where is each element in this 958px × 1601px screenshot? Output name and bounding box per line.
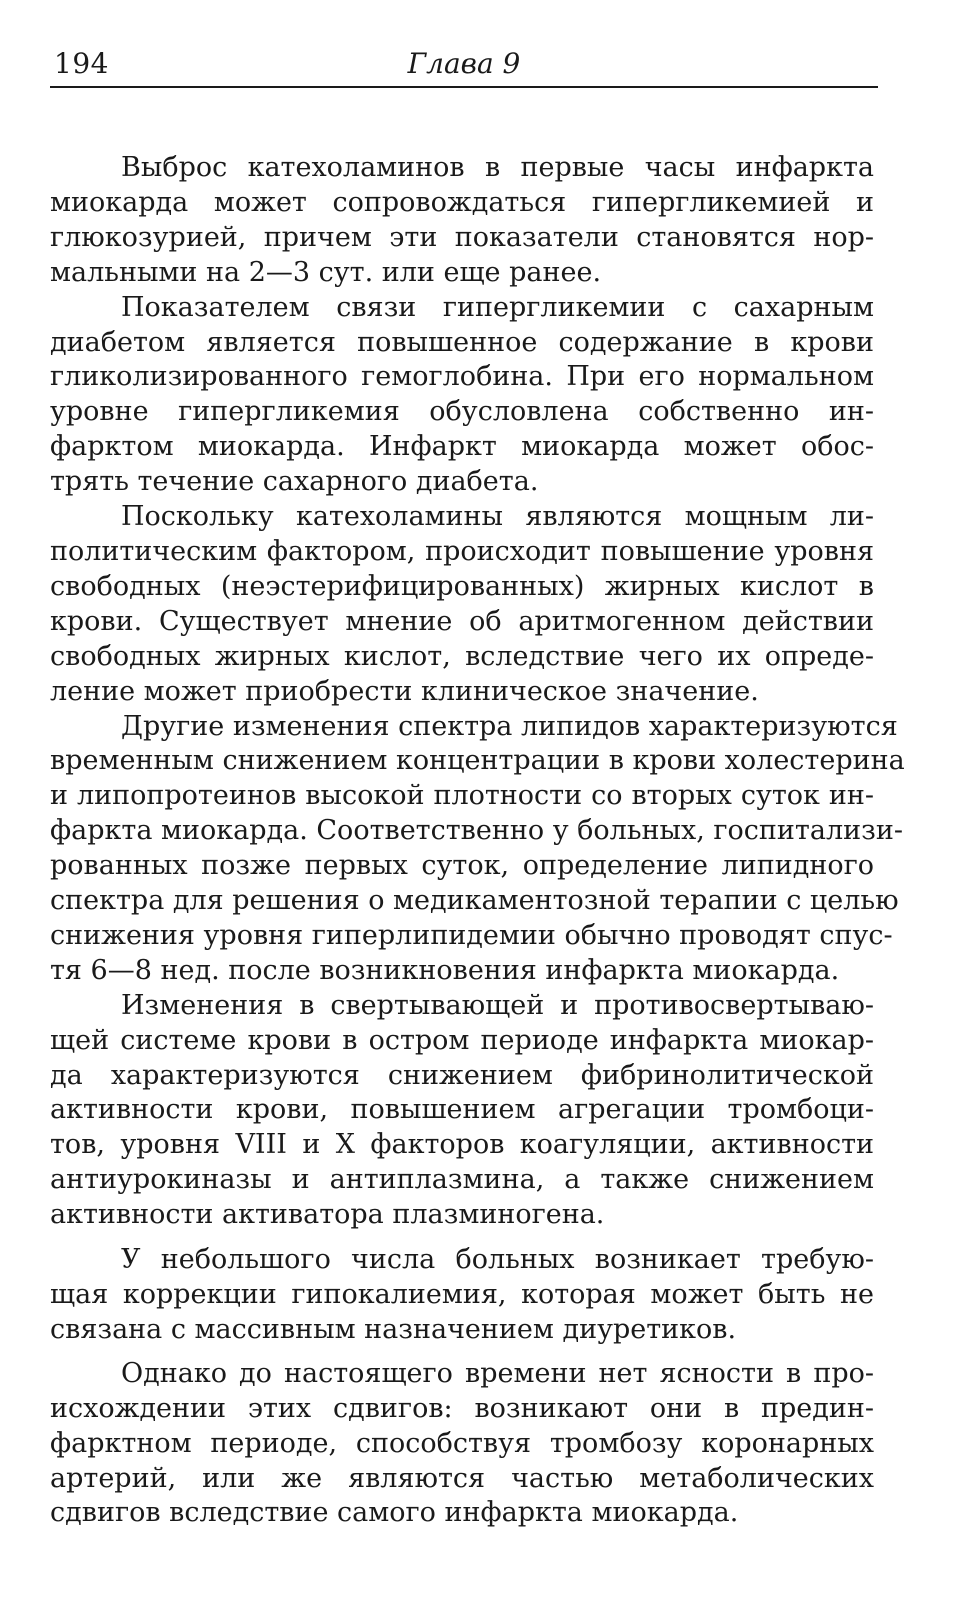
text-line: ление может приобрести клиническое значение. (50, 675, 759, 707)
paragraph-hypokalemia (50, 1243, 874, 1348)
text-line: активности активатора плазминогена. (50, 1199, 605, 1231)
paragraph-gap (50, 1233, 874, 1243)
chapter-title: Глава 9 (407, 47, 521, 80)
text-line: исхождении этих сдвигов: возникают они в предин- (50, 1392, 874, 1424)
text-line: тя 6—8 нед. после возникновения инфаркта миокарда. (50, 954, 840, 986)
text-line: мальными на 2—3 сут. или еще ранее. (50, 256, 602, 288)
text-line: фарктном периоде, способствуя тромбозу коронарных (50, 1427, 874, 1459)
text-line: щая коррекции гипокалиемия, которая может быть не (50, 1279, 874, 1310)
text-line: фаркта миокарда. Соответственно у больных, госпитализи- (50, 815, 903, 847)
text-line: миокарда может сопровождаться гипергликемией и (50, 186, 874, 218)
text-line: артерий, или же являются частью метаболических (50, 1462, 874, 1494)
text-line: свободных (неэстерифицированных) жирных кислот в (50, 570, 874, 602)
text-line: Однако до настоящего времени нет ясности в про- (121, 1357, 874, 1389)
text-line: антиурокиназы и антиплазмина, а также снижением (50, 1164, 874, 1196)
paragraph-coagulation (50, 989, 874, 1233)
header-rule (50, 86, 878, 88)
text-line: связана с массивным назначением диуретиков. (50, 1313, 737, 1345)
text-line: Выброс катехоламинов в первые часы инфаркта (121, 152, 874, 183)
running-head (50, 44, 878, 88)
page-number: 194 (54, 47, 109, 80)
text-line: снижения уровня гиперлипидемии обычно проводят спус- (50, 919, 893, 951)
text-line: уровне гипергликемия обусловлена собственно ин- (50, 396, 874, 428)
text-line: да характеризуются снижением фибринолитической (50, 1059, 874, 1091)
text-line: спектра для решения о медикаментозной терапии с целью (50, 885, 899, 917)
text-line: глюкозурией, причем эти показатели становятся нор- (50, 221, 874, 253)
text-line: гликолизированного гемоглобина. При его нормальном (50, 361, 874, 393)
text-line: сдвигов вследствие самого инфаркта миокарда. (50, 1497, 739, 1529)
text-line: и липопротеинов высокой плотности со вторых суток ин- (50, 780, 874, 812)
paragraph-diabetes-indicator (50, 291, 874, 500)
paragraph-catecholamines-hyperglycemia (50, 151, 874, 291)
paragraph-lipid-spectrum (50, 710, 905, 989)
text-line: свободных жирных кислот, вследствие чего их опреде- (50, 640, 874, 672)
text-line: трять течение сахарного диабета. (50, 466, 539, 498)
text-line: временным снижением концентрации в крови холестерина (50, 745, 905, 777)
text-line: Показателем связи гипергликемии с сахарным (121, 291, 874, 323)
text-line: активности крови, повышением агрегации тромбоци- (50, 1094, 874, 1126)
paragraph-gap (50, 1348, 874, 1357)
paragraph-lipolytic-factor (50, 500, 874, 709)
text-line: Поскольку катехоламины являются мощным ли- (121, 501, 874, 533)
text-line: диабетом является повышенное содержание в крови (50, 326, 874, 358)
text-line: тов, уровня VIII и X факторов коагуляции, активности (50, 1129, 874, 1161)
text-line: крови. Существует мнение об аритмогенном действии (50, 605, 874, 637)
text-line: фарктом миокарда. Инфаркт миокарда может обос- (50, 431, 874, 463)
text-line: Другие изменения спектра липидов характеризуются (121, 710, 898, 742)
text-line: рованных позже первых суток, определение липидного (50, 850, 874, 882)
text-line: политическим фактором, происходит повышение уровня (50, 535, 874, 567)
body-text (50, 151, 905, 1531)
text-line: Изменения в свертывающей и противосвертываю- (121, 989, 874, 1021)
text-line: У небольшого числа больных возникает требую- (121, 1244, 874, 1276)
text-line: щей системе крови в остром периоде инфаркта миокар- (50, 1024, 874, 1056)
paragraph-origin-of-shifts (50, 1357, 874, 1532)
